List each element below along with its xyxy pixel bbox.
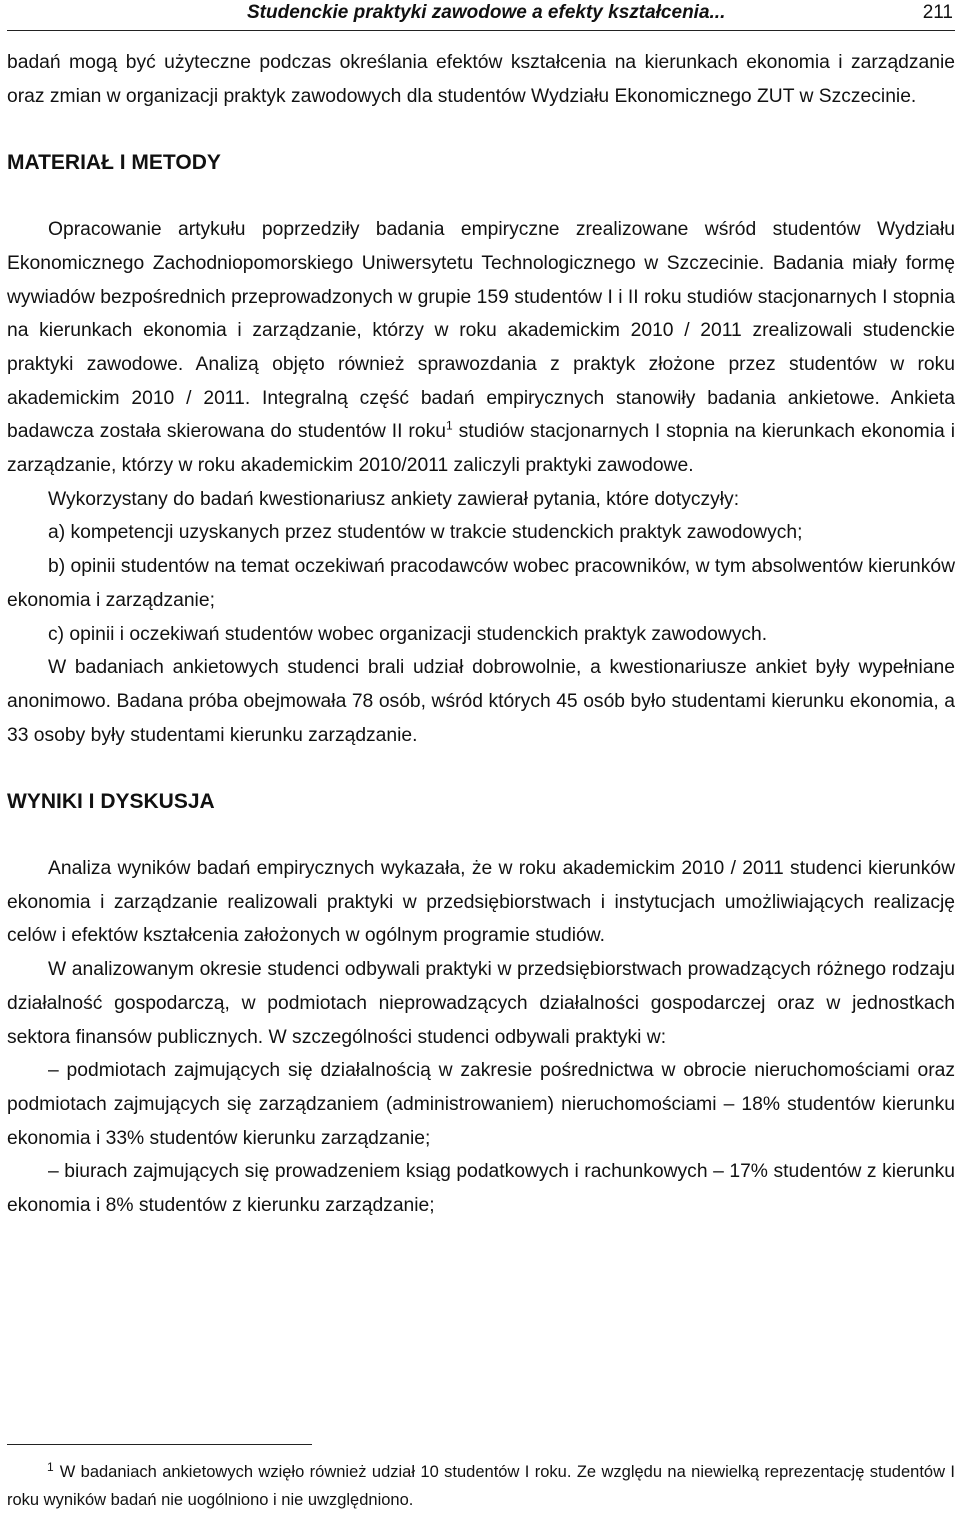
list-item-a: a) kompetencji uzyskanych przez studentów w trakcie studenckich praktyk zawodowych; [48, 522, 803, 544]
running-header [7, 2, 955, 31]
results-paragraph-1: Analiza wyników badań empirycznych wykazała, że w roku akademickim 2010 / 2011 studenci kierunków ekonomia i zarządzanie realizowali praktyki w przedsiębiorstwach i instytucjach umożliwiających realizację celów i efektów kształcenia założonych w ogólnym programie studiów. [7, 858, 955, 947]
running-title: Studenckie praktyki zawodowe a efekty kształcenia... [247, 2, 726, 23]
methods-paragraph-3: W badaniach ankietowych studenci brali udział dobrowolnie, a kwestionariusze ankiet były wypełniane anonimowo. Badana próba obejmowała 78 osób, wśród których 45 osób było studentami kierunku ekonomia, a 33 osoby były studentami kierunku zarządzanie. [7, 657, 955, 746]
intro-paragraph: badań mogą być użyteczne podczas określania efektów kształcenia na kierunkach ekonomia i zarządzanie oraz zmian w organizacji praktyk zawodowych dla studentów Wydziału Ekonomicznego ZUT w Szczecinie. [7, 52, 955, 107]
footnote [7, 1458, 955, 1514]
body-text [7, 46, 955, 1223]
page-number: 211 [922, 2, 953, 23]
results-paragraph-2: W analizowanym okresie studenci odbywali praktyki w przedsiębiorstwach prowadzących różnego rodzaju działalność gospodarczą, w podmiotach nieprowadzących działalności gospodarczej oraz w jednostkach sektora finansów publicznych. W szczególności studenci odbywali praktyki w: [7, 959, 955, 1048]
methods-text-b: studiów stacjonarnych I stopnia na kierunkach ekonomia i zarządzanie, którzy w roku akademickim 2010/2011 zaliczyli praktyki zawodowe. [7, 421, 955, 477]
list-item-c: c) opinii i oczekiwań studentów wobec organizacji studenckich praktyk zawodowych. [48, 623, 768, 645]
section-heading-results: WYNIKI I DYSKUSJA [7, 790, 215, 814]
dash-item-1: – podmiotach zajmujących się działalnością w zakresie pośrednictwa w obrocie nieruchomościami oraz podmiotach zajmujących się zarządzaniem (administrowaniem) nieruchomościami – 18% studentów kierunku ekonomia i 33% studentów kierunku zarządzanie; [7, 1060, 955, 1149]
dash-item-2: – biurach zajmujących się prowadzeniem ksiąg podatkowych i rachunkowych – 17% studentów z kierunku ekonomia i 8% studentów z kierunku zarządzanie; [7, 1161, 955, 1217]
footnote-ref: 1 [445, 418, 453, 433]
methods-text-a: Opracowanie artykułu poprzedziły badania empiryczne zrealizowane wśród studentów Wydziału Ekonomicznego Zachodniopomorskiego Uniwersytetu Technologicznego w Szczecinie. Badania miały formę wywiadów bezpośrednich przeprowadzonych w grupie 159 studentów I i II roku studiów stacjonarnych I stopnia na kierunkach ekonomia i zarządzanie, którzy w roku akademickim 2010 / 2011 zrealizowali studenckie praktyki zawodowe. Analizą objęto również sprawozdania z praktyk złożone przez studentów w roku akademickim 2010 / 2011. Integralną część badań empirycznych stanowiły badania ankietowe. Ankieta badawcza została skierowana do studentów II roku [7, 219, 955, 443]
footnote-separator [7, 1444, 312, 1445]
methods-paragraph-2: Wykorzystany do badań kwestionariusz ankiety zawierał pytania, które dotyczyły: [48, 488, 740, 510]
footnote-number: 1 [47, 1459, 54, 1474]
section-heading-materials: MATERIAŁ I METODY [7, 151, 221, 175]
list-item-b: b) opinii studentów na temat oczekiwań pracodawców wobec pracowników, w tym absolwentów kierunków ekonomia i zarządzanie; [7, 556, 955, 611]
footnote-text: W badaniach ankietowych wzięło również udział 10 studentów I roku. Ze względu na niewielką reprezentację studentów I roku wyników badań nie uogólniono i nie uwzględniono. [7, 1463, 955, 1509]
methods-paragraph-1 [7, 213, 955, 483]
